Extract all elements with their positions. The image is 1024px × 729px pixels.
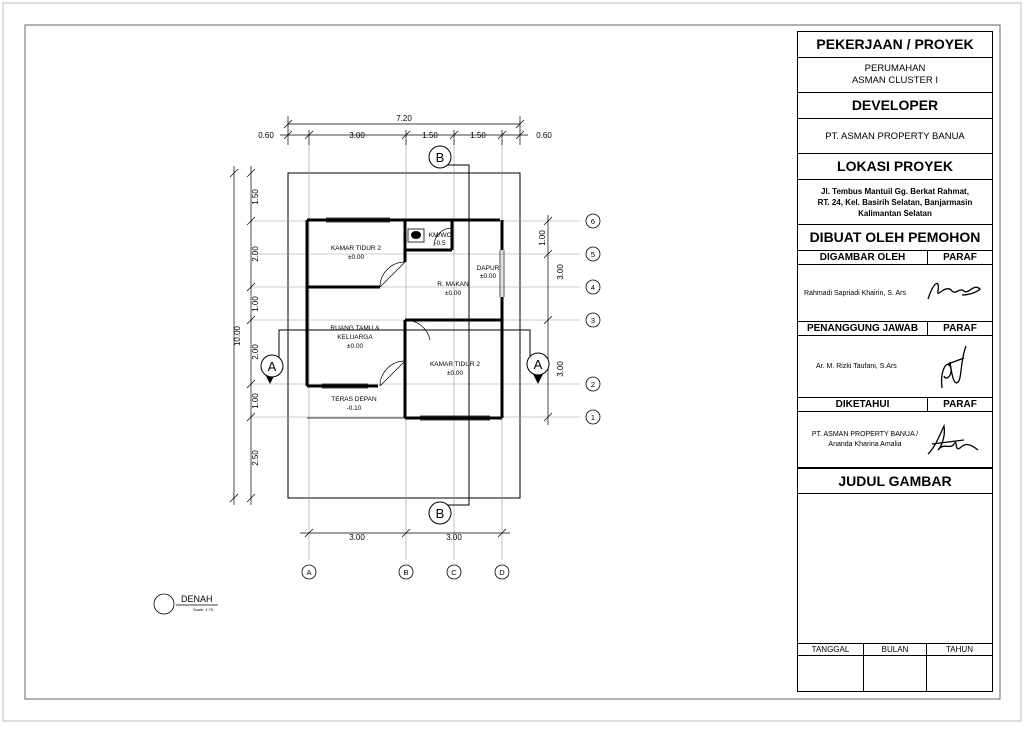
dim-top-5: 0.60 xyxy=(536,131,552,140)
drawn-by-paraf-label: PARAF xyxy=(943,252,977,263)
date-value-row xyxy=(798,656,992,691)
developer-header: DEVELOPER xyxy=(798,93,992,119)
approved-line2: Ananda Kharina Amalia xyxy=(828,441,902,448)
dim-left-5: 1.00 xyxy=(251,393,260,409)
room-kamar-bottom-level: ±0.00 xyxy=(446,370,464,377)
project-name xyxy=(798,58,992,93)
drawing-title xyxy=(154,594,218,614)
approved-line1: PT. ASMAN PROPERTY BANUA / xyxy=(811,431,919,438)
project-line2: ASMAN CLUSTER I xyxy=(851,75,939,86)
dim-bottom-1: 3.00 xyxy=(349,533,365,542)
signature-icon xyxy=(924,277,984,305)
room-tamu-level: ±0.00 xyxy=(346,343,364,350)
dim-left-3: 1.00 xyxy=(251,296,260,312)
dim-top-2: 3.00 xyxy=(349,131,365,140)
developer-name: PT. ASMAN PROPERTY BANUA xyxy=(798,119,992,154)
grid-col-c: C xyxy=(451,568,457,577)
approved-paraf-label: PARAF xyxy=(943,399,977,410)
grid-row-5: 5 xyxy=(590,250,596,259)
location-line3: Kalimantan Selatan xyxy=(858,209,932,218)
grid-row-3: 3 xyxy=(590,316,596,325)
location-line1: Jl. Tembus Mantuil Gg. Berkat Rahmat, xyxy=(821,187,969,196)
applicant-header: DIBUAT OLEH PEMOHON xyxy=(798,225,992,251)
approved-row xyxy=(798,412,992,468)
responsible-header-row xyxy=(798,322,992,336)
drawing-title-area xyxy=(798,494,992,644)
month-value-cell xyxy=(864,656,927,691)
title-block xyxy=(797,31,993,692)
dim-left-4: 2.00 xyxy=(251,344,260,360)
responsible-row xyxy=(798,336,992,398)
approved-text xyxy=(806,430,924,450)
project-header: PEKERJAAN / PROYEK xyxy=(798,32,992,58)
room-dapur-level: ±0.00 xyxy=(479,273,497,280)
dim-top-4: 1.50 xyxy=(470,131,486,140)
room-teras-name: TERAS DEPAN xyxy=(331,396,377,403)
year-label: TAHUN xyxy=(946,645,973,654)
dim-right-1: 1.00 xyxy=(538,230,547,246)
signature-icon xyxy=(936,342,970,392)
dim-overall-height: 10.00 xyxy=(233,325,242,347)
room-kmwc-level: -0.5 xyxy=(434,240,446,247)
dim-bottom-2: 3.00 xyxy=(446,533,462,542)
approved-label: DIKETAHUI xyxy=(798,398,928,411)
room-dapur-name: DAPUR xyxy=(476,265,500,272)
bottom-dimension-lines xyxy=(300,529,510,537)
drawing-scale-text: Scale: 1:75 xyxy=(193,607,214,612)
drawing-title-text: DENAH xyxy=(181,594,213,604)
section-marker-b-top xyxy=(429,146,451,168)
drawing-title-header: JUDUL GAMBAR xyxy=(798,468,992,494)
grid-row-1: 1 xyxy=(590,413,596,422)
room-tamu-name2: KELUARGA xyxy=(337,334,373,341)
room-kmwc-name: KM/WC xyxy=(428,232,452,239)
grid-col-d: D xyxy=(499,568,505,577)
approved-header-row xyxy=(798,398,992,412)
room-kamar-top-name: KAMAR TIDUR 2 xyxy=(330,245,382,252)
grid-row-6: 6 xyxy=(590,217,596,226)
grid-row-4: 4 xyxy=(590,283,596,292)
location-text xyxy=(798,180,992,225)
date-label: TANGGAL xyxy=(798,644,864,655)
section-a-right-label: A xyxy=(533,357,543,372)
toilet-icon xyxy=(408,229,424,242)
section-b-bottom-label: B xyxy=(435,506,445,521)
section-marker-a-left xyxy=(261,355,283,384)
room-tamu-name1: RUANG TAMU & xyxy=(330,325,380,332)
dim-left-6: 2.50 xyxy=(251,450,260,466)
dim-right-3: 3.00 xyxy=(556,361,565,377)
left-dimension-texts xyxy=(233,189,260,466)
drawn-by-row xyxy=(798,265,992,322)
dim-overall-width: 7.20 xyxy=(396,114,412,123)
section-marker-a-right xyxy=(527,353,549,384)
dim-top-1: 0.60 xyxy=(258,131,274,140)
drawn-by-header-row xyxy=(798,251,992,265)
room-makan-name: R. MAKAN xyxy=(437,281,469,288)
location-header: LOKASI PROYEK xyxy=(798,154,992,180)
room-makan-level: ±0.00 xyxy=(444,290,462,297)
section-marker-b-bottom xyxy=(429,502,451,524)
room-teras-level: -0.10 xyxy=(346,405,362,412)
grid-col-b: B xyxy=(403,568,409,577)
grid-row-2: 2 xyxy=(590,380,596,389)
project-line1: PERUMAHAN xyxy=(864,63,926,74)
year-value-cell xyxy=(927,656,992,691)
responsible-paraf-label: PARAF xyxy=(943,323,977,334)
dim-right-2: 3.00 xyxy=(556,264,565,280)
dim-left-2: 2.00 xyxy=(251,246,260,262)
section-a-left-label: A xyxy=(267,359,277,374)
dim-top-3: 1.50 xyxy=(422,131,438,140)
signature-icon xyxy=(924,420,982,460)
dim-left-1: 1.50 xyxy=(251,189,260,205)
section-b-top-label: B xyxy=(435,150,445,165)
drawn-by-name: Rahmadi Sapriadi Khairin, S. Ars xyxy=(804,290,906,297)
drawn-by-label: DIGAMBAR OLEH xyxy=(798,251,928,264)
grid-column-labels xyxy=(306,568,505,577)
location-line2: RT. 24, Kel. Basirih Selatan, Banjarmasin xyxy=(817,198,973,207)
date-value-cell xyxy=(798,656,864,691)
responsible-label: PENANGGUNG JAWAB xyxy=(798,322,928,335)
room-kamar-top-level: ±0.00 xyxy=(347,254,365,261)
month-label: BULAN xyxy=(864,644,927,655)
grid-col-a: A xyxy=(306,568,312,577)
responsible-name: Ar. M. Rizki Taufani, S.Ars xyxy=(816,363,897,370)
room-kamar-bottom-name: KAMAR TIDUR 2 xyxy=(429,361,481,368)
date-header-row xyxy=(798,644,992,656)
